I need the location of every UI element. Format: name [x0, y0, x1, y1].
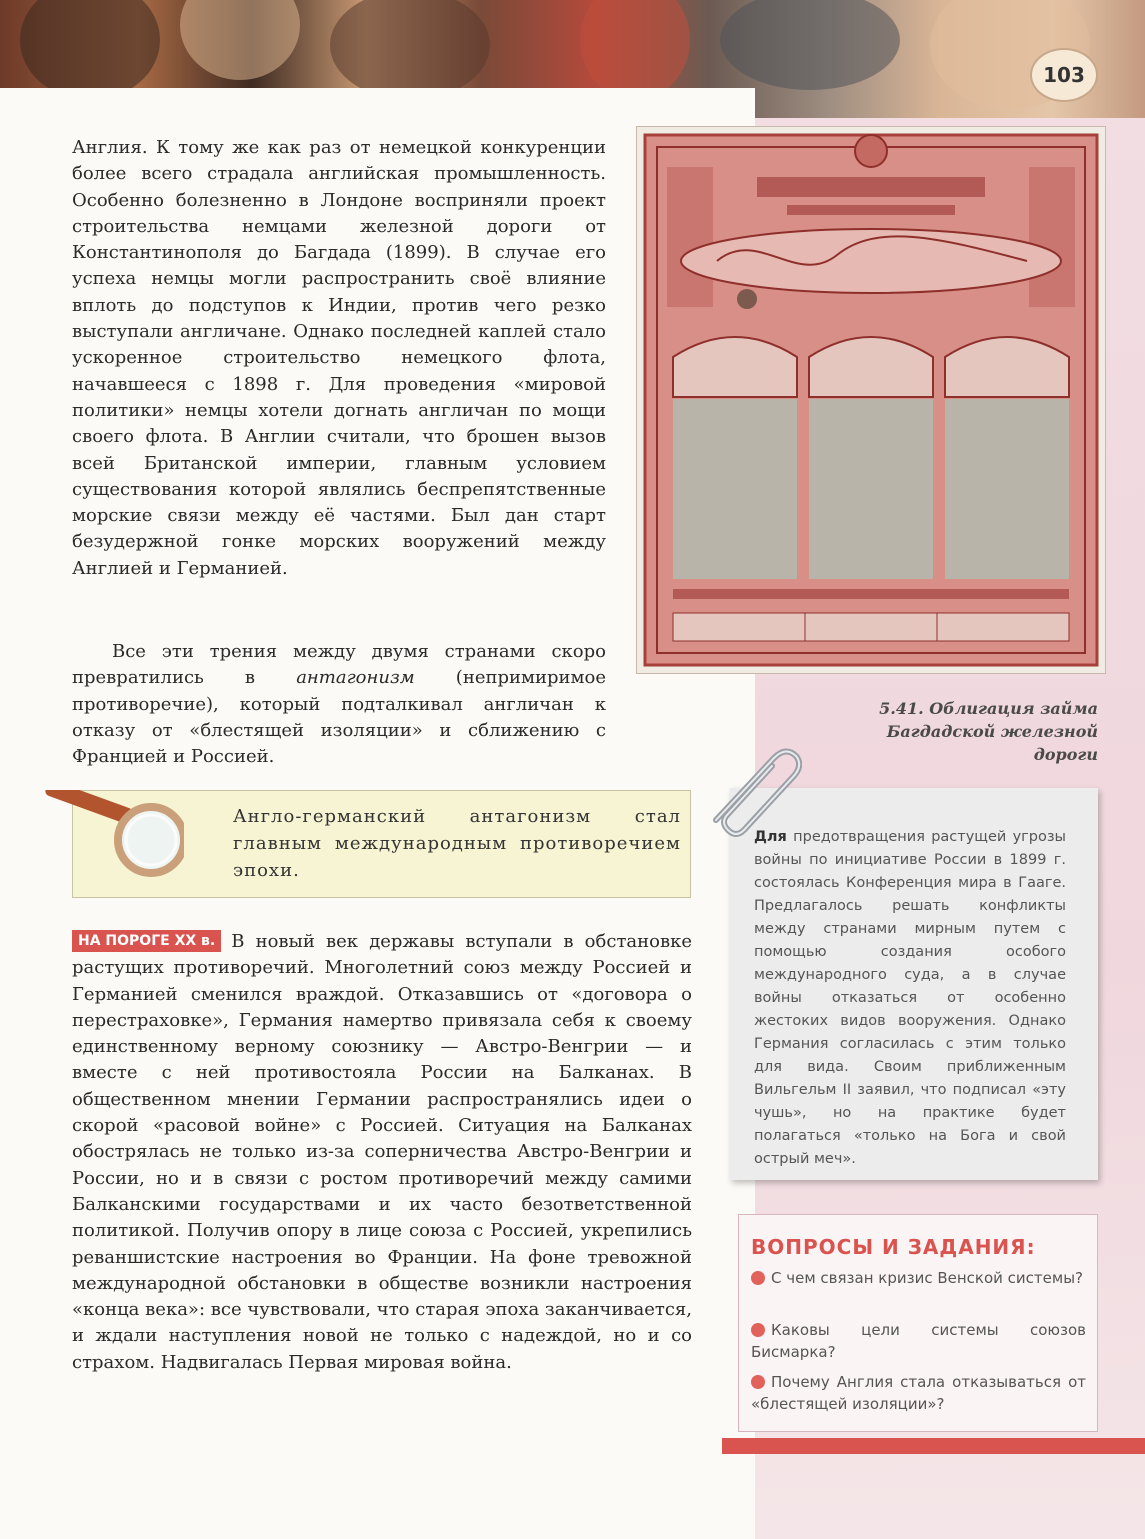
question-item	[751, 1319, 1086, 1363]
magnifier-icon	[44, 790, 184, 885]
paragraph-threshold-text: В новый век державы вступали в обстановке растущих противоречий. Многолетний союз между Россией и Германией сменился враждой. Отказавшись от «договора о перестраховке», Германия намертво привязала себя к своему единственному верному союзнику — Австро-Венгрии — и вместе с ней противостояла России на Балканах. В общественном мнении Германии распространялись идеи о скорой «расовой войне» с Россией. Ситуация на Балканах обострялась не только из-за соперничества Австро-Венгрии и России, но и в связи с ростом противоречий между самими Балканскими государствами и их часто безответственной политикой. Получив опору в лице союза с Россией, укрепились реваншистские настроения во Франции. На фоне тревожной международной обстановки в обществе возникли настроения «конца века»: все чувствовали, что старая эпоха заканчивается, и ждали наступления новой не только с надеждой, но и со страхом. Надвигалась Первая мировая война.	[72, 931, 692, 1373]
question-text: Почему Англия стала отказываться от «блестящей изоляции»?	[751, 1373, 1086, 1413]
question-item	[751, 1267, 1086, 1289]
page-number: 103	[1030, 48, 1098, 102]
paperclip-icon	[706, 742, 802, 838]
paragraph-antagonism-end: (непримиримое противоречие), который подталкивал англичан к отказу от «блестящей изоляции» и сближению с Францией и Россией.	[72, 667, 607, 768]
question-text: Каковы цели системы союзов Бисмарка?	[751, 1321, 1086, 1361]
bottom-accent-bar	[722, 1438, 1145, 1454]
paragraph-threshold-20th-century	[72, 929, 692, 1376]
question-bullet-icon	[751, 1323, 765, 1337]
question-bullet-icon	[751, 1375, 765, 1389]
paragraph-england: Англия. К тому же как раз от немецкой конкуренции более всего страдала английская промышленность. Особенно болезненно в Лондоне восприняли проект строительства немцами железной дороги от Константинополя до Багдада (1899). В случае его успеха немцы могли распространить своё влияние вплоть до подступов к Индии, против чего резко выступали англичане. Однако последней каплей стало ускоренное строительство немецкого флота, начавшееся с 1898 г. Для проведения «мировой политики» немцы хотели догнать англичан по мощи своего флота. В Англии считали, что брошен вызов всей Британской империи, главным условием существования которой являлись беспрепятственные морские связи между её частями. Был дан старт безудержной гонке морских вооружений между Англией и Германией.	[72, 137, 606, 579]
question-text: С чем связан кризис Венской системы?	[771, 1269, 1083, 1287]
bond-illustration	[636, 126, 1106, 674]
historical-note-body: предотвращения растущей угрозы войны по инициативе России в 1899 г. состоялась Конференция мира в Гааге. Предлагалось решать конфликты между странами мирным путем с помощью создания особого международного суда, а в случае войны отказаться от особенно жестоких видов вооружения. Однако Германия согласилась с этим только для вида. Своим приближенным Вильгельм II заявил, что подписал «эту чушь», но на практике будет полагаться «только на Бога и свой острый меч».	[754, 829, 1066, 1167]
paragraph-antagonism	[72, 639, 606, 770]
question-bullet-icon	[751, 1271, 765, 1285]
historical-note-lead: Для	[754, 829, 787, 845]
bond-image	[637, 127, 1105, 673]
section-label: НА ПОРОГЕ XX в.	[72, 930, 221, 952]
figure-caption: 5.41. Облигация займа Багдадской железной дороги	[879, 699, 1098, 764]
paragraph-antagonism-start: Все эти трения между двумя странами скоро превратились в	[72, 641, 606, 689]
term-antagonism: антагонизм	[296, 667, 415, 689]
questions-box	[738, 1214, 1098, 1432]
key-idea-text: Англо-германский антагонизм стал главным международным противоречием эпохи.	[233, 806, 681, 881]
questions-title: ВОПРОСЫ И ЗАДАНИЯ:	[751, 1235, 1036, 1259]
question-item	[751, 1371, 1086, 1415]
historical-note-text	[754, 826, 1066, 1171]
historical-note	[730, 788, 1098, 1180]
